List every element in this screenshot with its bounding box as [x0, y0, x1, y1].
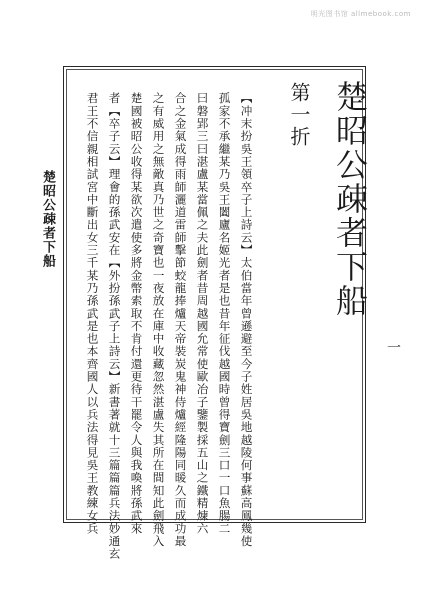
watermark: 明光图书馆 allmebook.com	[310, 10, 411, 18]
text-column: 合之金氣成得雨師灑道雷師擊節蛟龍捧爐天帝裝炭鬼神侍爐經隆陽同暖久而成功最	[173, 92, 188, 548]
text-column: 【冲末扮吳王領卒子上詩云】太伯當年曾遜避至今子姓居吳地越陵何事蘇高鳳幾使	[239, 92, 254, 548]
page-number: 一	[385, 340, 401, 354]
text-column: 之有威用之無敵真乃世之奇寶也一夜放在庫中收藏忽然湛盧失其所在間知此劍飛入	[151, 92, 166, 548]
side-title: 楚昭公疎者下船	[40, 170, 55, 268]
text-column: 楚國被昭公收得某欲次遣使多將金幣索取不肯付還更待干罷令人與我喚將孫武來	[129, 92, 144, 535]
play-title: 楚昭公疎者下船	[331, 80, 369, 318]
text-column: 孤家不承繼某乃吳王闔廬名姬光者是也昔年征伐越國時曾得寶劍三口一口魚腸二	[217, 92, 232, 535]
text-column: 曰磐郢三曰湛盧某當佩之夫此劍者昔周越國允常使歐冶子鑒製採五山之鐵精煉六	[195, 92, 210, 535]
text-column: 君王不信親相試宮中斷出女三千某乃孫武是也本齊國人以兵法得見吳王教練女兵	[85, 92, 100, 535]
act-heading: 第一折	[287, 82, 311, 148]
text-column: 者【卒子云】理會的孫武安在【外扮孫武子上詩云】新書著就十三篇篇篇兵法妙通玄	[107, 92, 122, 561]
